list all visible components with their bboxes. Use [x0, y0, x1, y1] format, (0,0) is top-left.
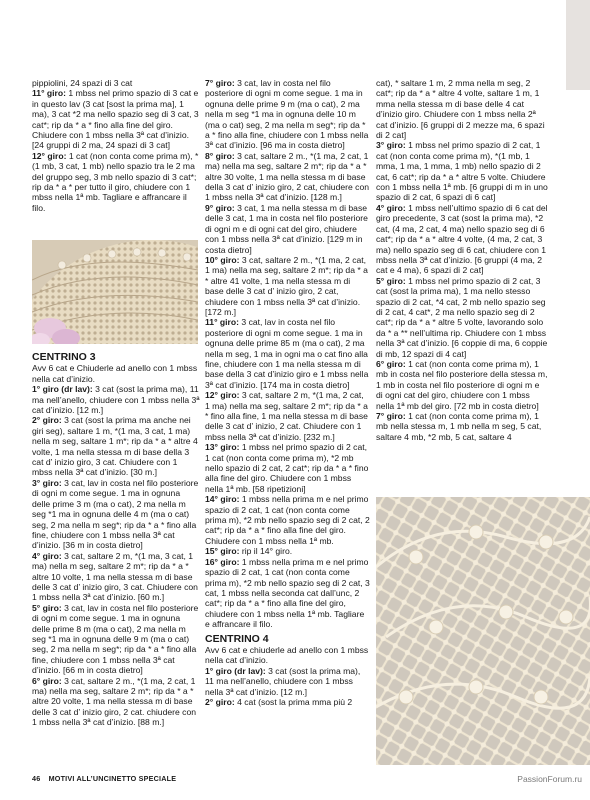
round-label: 7° giro:: [376, 411, 406, 421]
round-label: 3° giro:: [32, 477, 62, 488]
round-label: 9° giro:: [205, 202, 235, 213]
round-text: 3 cat, lav in costa nel filo posteriore di ogni m come segue. 1 ma in ognuna delle prime 85 m (ma o cat), 2 ma nella m seg, 1 ma in ogni ma o cat fino alla fine, chiudere con 1 ma nella stessa m di base della 3 cat d’inizio giro e 1 mbss nella 3ª cat d’inizio. [174 ma in costa dietro]: [205, 317, 369, 390]
round-label: 2° giro:: [205, 696, 235, 707]
round-label: 4° giro:: [32, 550, 62, 561]
instruction-row: [376, 140, 548, 202]
text-column-1: [32, 78, 200, 213]
round-text: 3 cat, saltare 2 m., *(1 ma, 2 cat, 1 ma) nella ma seg, saltare 2 m*; rip da * a * altre 30 volte, 1 ma nella stessa m di base della 3 cat d’ inizio giro, 2 cat, chiudere con 1 mbss nella 3ª cat d’inizio. [128 m.]: [205, 150, 370, 203]
centrino4-continued-rows: [376, 78, 548, 442]
text-column-3: [376, 78, 548, 442]
instruction-row: [32, 415, 200, 477]
round-text: 3 cat, lav in costa nel filo posteriore di ogni m come segue. 1 ma in ognuna delle prime 9 m (ma o cat), 2 ma nella m seg *1 ma in ognuna delle 10 m (ma o cat) seg, 2 ma nella m seg*; rip da * a * fino alla fine, chiudere con 1 mbss nella 3ª cat d’inizio. [96 ma in costa dietro]: [205, 78, 369, 151]
round-text: cat), * saltare 1 m, 2 mma nella m seg, 2 cat*; rip da * a * altre 4 volte, saltare 1 m, 1 mma nella stessa m di base delle 4 cat d’inizio giro. Chiudere con 1 mbss nella 2ª cat d’inizio. [6 gruppi di 2 mezze ma, 6 spazi di 2 cat]: [376, 78, 545, 141]
watermark: PassionForum.ru: [517, 774, 582, 784]
round-text: 1 mbss nella prima m e nel primo spazio di 2 cat, 1 cat (non conta come prima m), *2 mb nello spazio seg di 2 cat, 2 cat*; rip da * a * fino alla fine del giro. Chiudere con 1 mbss nella 1ª mb.: [205, 494, 370, 546]
round-text: 1 mbss nel primo spazio di 2 cat, 3 cat (sost la prima ma), 1 ma nello stesso spazio di 2 cat, *4 cat, 2 mb nello spazio seg di 2 cat, 4 cat*, 2 ma nello spazio seg di 2 cat*; rip da * a * altre 5 volte, lavorando solo da * a ** nell’ultima rip. Chiudere con 1 mbss nella 3ª cat d’inizio. [6 coppie di ma, 6 coppie di mb, 12 spazi di 4 cat]: [376, 275, 548, 359]
round-text: pippiolini, 24 spazi di 3 cat: [32, 78, 133, 88]
round-text: 1 mbss nell’ultimo spazio di 6 cat del giro precedente, 3 cat (sost la prima ma), *2 cat, (4 ma, 2 cat, 4 ma) nello spazio seg di 6 cat*; rip da * a * altre 4 volte, (4 ma, 2 cat, 3 ma) nello spazio seg di 6 cat, chiudere con 1 mbss nella 3ª cat d’inizio. [6 gruppi (4 ma, 2 cat e 4 ma), 6 spazi di 2 cat]: [376, 202, 548, 276]
round-label: 14° giro:: [205, 494, 240, 505]
instruction-row: [376, 203, 548, 276]
round-label: 11° giro:: [205, 317, 240, 328]
round-label: 1° giro (dr lav):: [205, 665, 266, 676]
round-text: 4 cat (sost la prima mma più 2: [234, 696, 353, 707]
instruction-row: [32, 78, 200, 88]
instruction-row: [32, 551, 200, 603]
round-text: 3 cat (sost la prima ma anche nei giri seg), saltare 1 m, *(1 ma, 3 cat, 1 ma) nella m seg, saltare 1 m*; rip da * a * altre 4 volte, 1 ma nella stessa m di base della 3 cat d’ inizio giro, 3 cat. Chiudere con 1 mbss nella 3ª cat d’inizio. [30 m.]: [32, 415, 198, 478]
centrino4-rows: [205, 666, 370, 708]
instruction-row: [205, 494, 370, 546]
instruction-row: [32, 151, 200, 213]
round-label: 4° giro:: [376, 202, 406, 213]
round-label: 6° giro:: [32, 675, 62, 686]
instruction-row: [205, 203, 370, 255]
instruction-row: [205, 390, 370, 442]
round-text: 3 cat (sost la prima ma), 11 ma nell’anello, chiudere con 1 mbss nella 3ª cat d’inizio. [12 m.]: [32, 384, 200, 416]
doily-photo-lace: [32, 240, 198, 344]
instruction-row: [32, 478, 200, 551]
instruction-row: [205, 151, 370, 203]
round-text: 1 mbss nel primo spazio di 2 cat, 1 cat (non conta come prima m), *2 mb nello spazio di 2 cat, 2 cat*; rip da * a * fino alla fine del giro. Chiudere con 1 mbss nella 1ª mb. [58 ripetizioni]: [205, 442, 369, 494]
round-text: 1 cat (non conta come prima m), 1 mb in costa nel filo posteriore della stessa m, 1 mb in costa nel filo posteriore di ogni m e di ogni cat del giro, chiudere con 1 mbss nella 1ª mb del giro. [72 mb in costa dietro]: [376, 358, 548, 411]
round-label: 8° giro:: [205, 150, 235, 161]
round-label: 16° giro:: [205, 556, 240, 567]
round-label: 5° giro:: [32, 602, 62, 613]
lace-closeup-photo: [376, 497, 590, 765]
instruction-row: [205, 557, 370, 630]
instruction-row: [205, 697, 370, 707]
centrino3-section: [32, 348, 200, 728]
centrino4-title: CENTRINO 4: [205, 632, 269, 645]
round-text: 3 cat, 1 ma nella stessa m di base delle 3 cat, 1 ma in costa nel filo posteriore di ogni m e di ogni cat del giro, chiudere con 1 mbss nella 3ª cat d’inizio. [129 m in costa dietro]: [205, 202, 368, 255]
round-label: 6° giro:: [376, 358, 406, 369]
instruction-row: [205, 317, 370, 390]
round-text: 3 cat, lav in costa nel filo posteriore di ogni m come segue. 1 ma in ognuna delle prime 8 m (ma o cat), 2 ma nella m seg *1 ma in ognuna delle 9 m (ma o cat) seg, 2 ma nella m seg*; rip da * a * fino alla fine, chiudere con 1 mbss nella 3ª cat d’inizio. [66 m in costa dietro]: [32, 602, 199, 676]
round-text: 3 cat, saltare 2 m., *(1 ma, 2 cat, 1 ma) nella ma seg, saltare 2 m*; rip da * a * altre 41 volte, 1 ma nella stessa m di base delle 3 cat d’ inizio giro, 2 cat, chiudere con 1 mbss nella 3ª cat d’inizio. [172 m.]: [205, 254, 368, 317]
instruction-row: [32, 603, 200, 676]
round-text: 1 mbss nella prima m e nel primo spazio di 2 cat, 1 cat (non conta come prima m), *2 mb nello spazio seg di 2 cat, 3 cat, 1 mbss nella seconda cat dall’unc, 2 cat*; rip da * a * fino alla fine del giro, chiudere con 1 mbss nella 1ª mb. Tagliare e affrancare il filo.: [205, 556, 370, 630]
instruction-row: [32, 384, 200, 415]
round-text: 1 cat (non conta come prima m), *(1 mb, 3 cat, 1 mb) nello spazio tra le 2 ma del gruppo seg, 3 mb nello spazio di 3 cat*; rip da * a * per tutto il giro, chiudere con 1 mbss nella 1ª mb. Tagliare e affrancare il filo.: [32, 150, 199, 213]
round-label: 7° giro:: [205, 78, 235, 88]
page-edge-tab: [566, 0, 590, 90]
round-text: 3 cat, lav in costa nel filo posteriore di ogni m come segue. 1 ma in ognuna delle prime 3 m (ma o cat), 2 ma nella m seg *1 ma in ognuna delle 4 m (ma o cat) seg, 2 ma nella m seg*; rip da * a * fino alla fine, chiudere con 1 mbss nella 3ª cat d’inizio. [36 m in costa dietro]: [32, 477, 199, 551]
round-label: 2° giro:: [32, 415, 62, 426]
round-label: 1° giro (dr lav):: [32, 384, 93, 395]
centrino4-intro: Avv 6 cat e chiuderle ad anello con 1 mbss nella cat d’inizio.: [205, 644, 369, 666]
instruction-row: [376, 411, 548, 442]
centrino3-continued-rows: [205, 78, 370, 630]
round-text: 1 cat (non conta come prima m), 1 mb nella stessa m, 1 mb nella m seg, 5 cat, saltare 4 mb, *2 mb, 5 cat, saltare 4: [376, 411, 542, 442]
lace-closeup-image: [376, 497, 590, 765]
centrino3-rows: [32, 384, 200, 727]
round-text: 1 mbss nel primo spazio di 3 cat e in questo lav (3 cat [sost la prima ma], 1 ma), 3 cat *2 ma nello spazio seg di 3 cat, 3 cat*; rip da * a * fino alla fine del giro. Chiudere con 1 mbss nella 3ª cat d’inizio. [24 gruppi di 2 ma, 24 spazi di 3 cat]: [32, 88, 199, 151]
page-number: 46: [32, 774, 41, 783]
round-text: 3 cat (sost la prima ma), 11 ma nell’anello, chiudere con 1 mbss nella 3ª cat d’inizio. [12 m.]: [205, 665, 361, 697]
round-label: 5° giro:: [376, 275, 406, 286]
instruction-row: [376, 276, 548, 359]
instruction-row: [205, 442, 370, 494]
round-label: 12° giro:: [205, 390, 240, 401]
page-footer: [32, 774, 182, 783]
centrino3-title: CENTRINO 3: [32, 351, 96, 363]
instruction-row: [205, 78, 370, 151]
round-text: 3 cat, saltare 2 m., *(1 ma, 2 cat, 1 ma) nella ma seg, saltare 2 m*; rip da * a * altre 20 volte, 1 ma nella stessa m di base delle 3 cat d’ inizio giro, 2 cat. chiudere con 1 mbss nella 3ª cat d’inizio. [88 m.]: [32, 675, 197, 728]
text-column-2: [205, 78, 370, 707]
instruction-row: [376, 78, 548, 140]
instruction-row: [205, 255, 370, 317]
instruction-row: [376, 359, 548, 411]
centrino2-end-rows: [32, 78, 200, 213]
round-label: 12° giro:: [32, 150, 67, 161]
instruction-row: [205, 666, 370, 697]
instruction-row: [205, 546, 370, 556]
round-label: 11° giro:: [32, 88, 67, 99]
round-label: 3° giro:: [376, 140, 406, 151]
round-text: 3 cat, saltare 2 m, *(1 ma, 3 cat, 1 ma) nella m seg, saltare 2 m*; rip da * a * altre 10 volte, 1 ma nella stessa m di base delle 3 cat d’ inizio giro, 3 cat. Chiudere con 1 mbss nella 3ª cat d’inizio. [60 m.]: [32, 550, 198, 603]
doily-lace-image: [32, 240, 198, 344]
magazine-title: MOTIVI ALL’UNCINETTO SPECIALE: [48, 774, 177, 783]
round-label: 13° giro:: [205, 442, 240, 453]
round-text: rip il 14° giro.: [239, 546, 293, 557]
instruction-row: [32, 676, 200, 728]
round-label: 15° giro:: [205, 546, 240, 557]
round-text: 1 mbss nel primo spazio di 2 cat, 1 cat (non conta come prima m), *(1 mb, 1 mma, 1 ma, 1 mma, 1 mb) nello spazio di 2 cat, 6 cat*; rip da * a * altre 5 volte. Chiudere con 1 mbss nella 1ª mb. [6 gruppi di m in uno spazio di 2 cat, 6 spazi di 6 cat]: [376, 140, 548, 203]
instruction-row: [32, 88, 200, 150]
round-text: 3 cat, saltare 2 m, *(1 ma, 2 cat, 1 ma) nella ma seg, saltare 2 m*; rip da * a * fino alla fine, 1 ma nella stessa m di base delle 3 cat d’ inizio, 2 cat. Chiudere con 1 mbss nella 3ª cat d’inizio. [232 m.]: [205, 390, 368, 442]
round-label: 10° giro:: [205, 254, 240, 265]
centrino3-intro: Avv 6 cat e Chiuderle ad anello con 1 mbss nella cat d’inizio.: [32, 363, 198, 384]
